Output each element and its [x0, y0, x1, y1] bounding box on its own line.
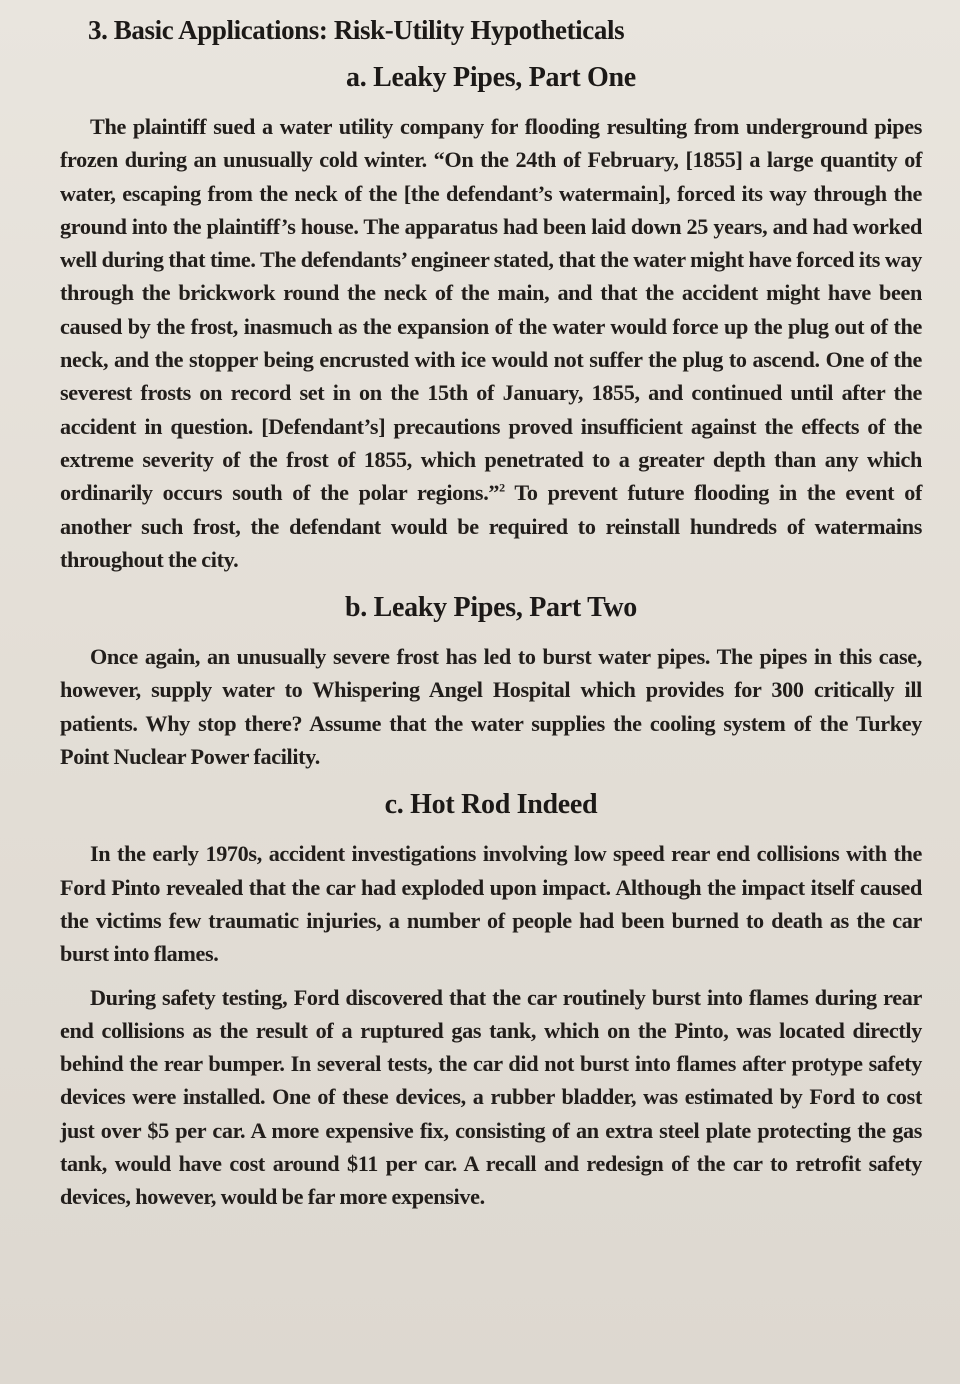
subsection-heading-a: a. Leaky Pipes, Part One	[346, 62, 636, 93]
footnote-marker: 2	[499, 480, 505, 495]
document-page	[60, 12, 922, 1214]
paragraph-hot-rod-2: During safety testing, Ford discovered that the car routinely burst into flames during rear end collisions as the result of a ruptured gas tank, which on the Pinto, was located directly behind the rear bumper. In several tests, the car did not burst into flames after protype safety devices were installed. One of these devices, a rubber bladder, was estimated by Ford to cost just over $5 per car. A more expensive fix, consisting of an extra steel plate protecting the gas tank, would have cost around $11 per car. A recall and redesign of the car to retrofit safety devices, however, would be far more expensive.	[60, 984, 922, 1210]
subsection-heading-b: b. Leaky Pipes, Part Two	[345, 592, 637, 624]
paragraph-hot-rod-1: In the early 1970s, accident investigations involving low speed rear end collisions with the Ford Pinto revealed that the car had exploded upon impact. Although the impact itself caused the victims few traumatic injuries, a number of people had been burned to death as the car burst into flames.	[60, 841, 922, 967]
subsection-heading-c: c. Hot Rod Indeed	[384, 789, 598, 821]
paragraph-leaky-pipes-one-main: The plaintiff sued a water utility company for flooding resulting from underground pipes frozen during an unusually cold winter. “On the 24th of February, [1855] a large quantity of water, escaping from the neck of the [the defendant’s watermain], forced its way through the ground into the plaintiff’s house. The apparatus had been laid down 25 years, and had worked well during that time. The defendants’ engineer stated, that the water might have forced its way through the brickwork round the neck of the main, and that the accident might have been caused by the frost, inasmuch as the expansion of the water would force up the plug out of the neck, and the stopper being encrusted with ice would not suffer the plug to ascend. One of the severest frosts on record set in on the 15th of January, 1855, and continued until after the accident in question. [Defendant’s] precautions proved insufficient against the effects of the extreme severity of the frost of 1855, which penetrated to a greater depth than any which ordinarily occurs south of the polar regions.”	[60, 114, 922, 506]
paragraph-leaky-pipes-one	[60, 110, 922, 576]
paragraph-leaky-pipes-one-tail: To prevent future flooding in the event of another such frost, the defendant would be required to reinstall hundreds of watermains throughout the city.	[60, 480, 923, 572]
paragraph-leaky-pipes-two: Once again, an unusually severe frost has led to burst water pipes. The pipes in this case, however, supply water to Whispering Angel Hospital which provides for 300 critically ill patients. Why stop there? Assume that the water supplies the cooling system of the Turkey Point Nuclear Power facility.	[60, 644, 922, 770]
section-heading: 3. Basic Applications: Risk-Utility Hypotheticals	[88, 15, 625, 45]
